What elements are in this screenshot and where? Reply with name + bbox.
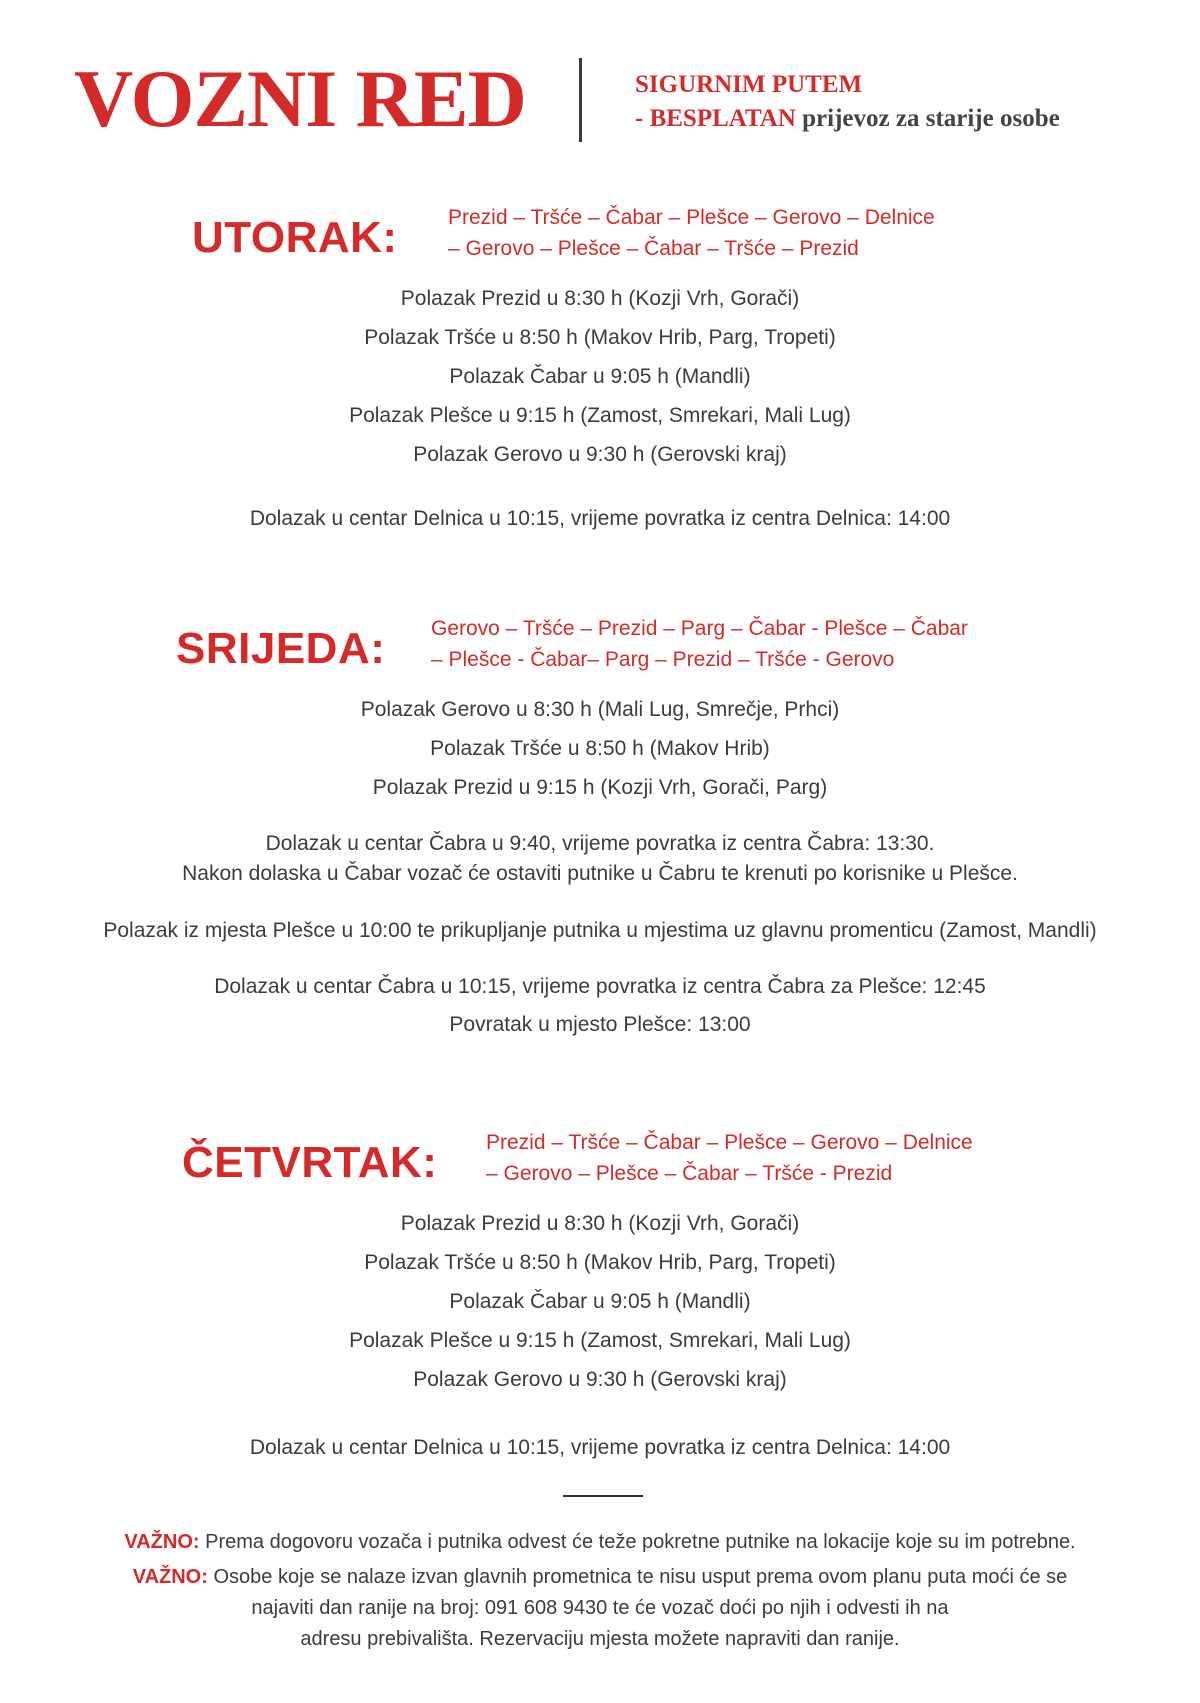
arrival-line: Dolazak u centar Čabra u 9:40, vrijeme povratka iz centra Čabra: 13:30. bbox=[265, 832, 935, 855]
tagline-line1: SIGURNIM PUTEM bbox=[635, 71, 863, 98]
departure-item: Polazak Plešce u 9:15 h (Zamost, Smrekari, Mali Lug) bbox=[349, 1329, 851, 1352]
departure-item: Polazak Plešce u 9:15 h (Zamost, Smrekari, Mali Lug) bbox=[349, 404, 851, 427]
important-text: Prema dogovoru vozača i putnika odvest će teže pokretne putnike na lokacije koje su im potrebne. bbox=[205, 1531, 1076, 1553]
route-line: – Gerovo – Plešce – Čabar – Tršće - Prezid bbox=[486, 1162, 893, 1185]
day-header bbox=[0, 202, 1200, 266]
arrival-info: Dolazak u centar Delnica u 10:15, vrijeme povratka iz centra Delnica: 14:00 bbox=[249, 507, 951, 530]
section-cetvrtak bbox=[0, 1127, 1200, 1463]
header bbox=[74, 54, 1134, 144]
return-info bbox=[0, 972, 1200, 1040]
route-line: – Gerovo – Plešce – Čabar – Tršće – Prezid bbox=[448, 237, 859, 260]
departure-item: Polazak Tršće u 8:50 h (Makov Hrib) bbox=[430, 737, 770, 760]
departure-item: Polazak Prezid u 8:30 h (Kozji Vrh, Gorači) bbox=[400, 287, 800, 310]
important-text: Osobe koje se nalaze izvan glavnih prometnica te nisu usput prema ovom planu puta moći će se bbox=[213, 1566, 1068, 1588]
arrival-info: Dolazak u centar Delnica u 10:15, vrijeme povratka iz centra Delnica: 14:00 bbox=[249, 1436, 951, 1459]
return-line: Povratak u mjesto Plešce: 13:00 bbox=[449, 1013, 751, 1036]
route-line: Gerovo – Tršće – Prezid – Parg – Čabar - Plešce – Čabar bbox=[431, 617, 968, 640]
important-note-1 bbox=[0, 1527, 1200, 1558]
departure-item: Polazak Čabar u 9:05 h (Mandli) bbox=[449, 365, 751, 388]
route-srijeda bbox=[431, 613, 968, 675]
section-divider bbox=[563, 1495, 643, 1497]
route-utorak bbox=[448, 202, 935, 264]
departure-list bbox=[0, 1211, 1200, 1393]
tagline-description: prijevoz za starije osobe bbox=[802, 105, 1060, 132]
important-line bbox=[0, 1562, 1200, 1593]
day-header bbox=[0, 613, 1200, 677]
arrival-line: Nakon dolaska u Čabar vozač će ostaviti putnike u Čabru te krenuti po korisnike u Plešce. bbox=[182, 862, 1018, 885]
route-line: – Plešce - Čabar– Parg – Prezid – Tršće - Gerovo bbox=[431, 648, 895, 671]
route-line: Prezid – Tršće – Čabar – Plešce – Gerovo – Delnice bbox=[486, 1131, 973, 1154]
important-label: VAŽNO: bbox=[124, 1531, 200, 1553]
arrival-info bbox=[0, 829, 1200, 889]
day-title-utorak: UTORAK: bbox=[192, 213, 398, 262]
departure-list bbox=[0, 697, 1200, 801]
departure-item: Polazak Gerovo u 9:30 h (Gerovski kraj) bbox=[413, 1368, 787, 1391]
header-divider bbox=[579, 58, 582, 142]
departure-item: Polazak Gerovo u 8:30 h (Mali Lug, Smrečje, Prhci) bbox=[360, 698, 840, 721]
departure-item: Polazak Prezid u 9:15 h (Kozji Vrh, Gorači, Parg) bbox=[372, 776, 828, 799]
important-line: najaviti dan ranije na broj: 091 608 9430 te će vozač doći po njih i odvesti ih na bbox=[251, 1597, 949, 1619]
departure-item: Polazak Čabar u 9:05 h (Mandli) bbox=[449, 1290, 751, 1313]
departure-item: Polazak Tršće u 8:50 h (Makov Hrib, Parg, Tropeti) bbox=[364, 326, 836, 349]
section-srijeda bbox=[0, 613, 1200, 1040]
page-title: VOZNI RED bbox=[74, 53, 526, 144]
plesce-note: Polazak iz mjesta Plešce u 10:00 te prikupljanje putnika u mjestima uz glavnu promenticu (Zamost, Mandli) bbox=[103, 919, 1097, 942]
tagline-line2 bbox=[635, 102, 1060, 136]
important-line: adresu prebivališta. Rezervaciju mjesta možete napraviti dan ranije. bbox=[300, 1628, 900, 1650]
tagline-free: - BESPLATAN bbox=[635, 105, 796, 132]
departure-list bbox=[0, 286, 1200, 468]
departure-item: Polazak Gerovo u 9:30 h (Gerovski kraj) bbox=[413, 443, 787, 466]
important-note-2 bbox=[0, 1562, 1200, 1655]
route-line: Prezid – Tršće – Čabar – Plešce – Gerovo – Delnice bbox=[448, 206, 935, 229]
departure-item: Polazak Prezid u 8:30 h (Kozji Vrh, Gorači) bbox=[400, 1212, 800, 1235]
tagline bbox=[635, 68, 1060, 136]
section-utorak bbox=[0, 202, 1200, 534]
return-line: Dolazak u centar Čabra u 10:15, vrijeme povratka iz centra Čabra za Plešce: 12:45 bbox=[214, 975, 986, 998]
departure-item: Polazak Tršće u 8:50 h (Makov Hrib, Parg, Tropeti) bbox=[364, 1251, 836, 1274]
important-label: VAŽNO: bbox=[132, 1566, 208, 1588]
day-title-cetvrtak: ČETVRTAK: bbox=[182, 1138, 438, 1187]
route-cetvrtak bbox=[486, 1127, 973, 1189]
day-title-srijeda: SRIJEDA: bbox=[176, 624, 386, 673]
day-header bbox=[0, 1127, 1200, 1191]
